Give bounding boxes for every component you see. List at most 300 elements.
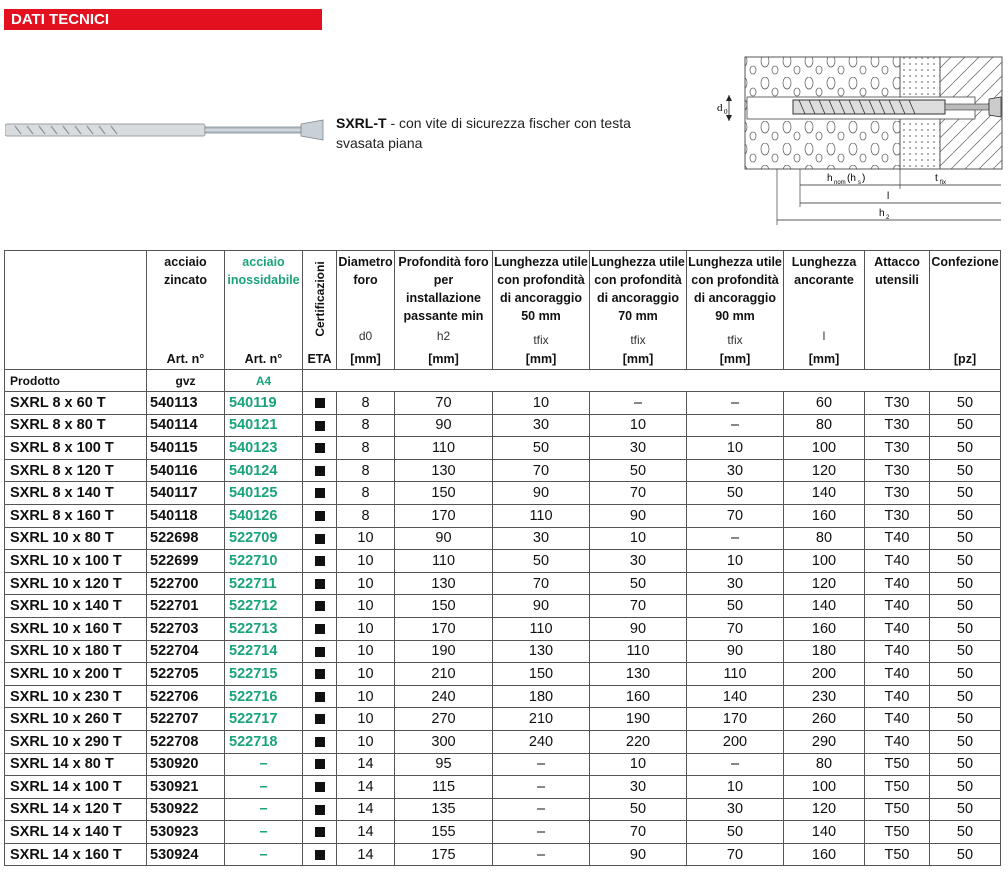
diameter-cell: 10 (337, 708, 395, 731)
zinc-article-cell: 522700 (147, 572, 225, 595)
tool-cell: T50 (865, 798, 930, 821)
diameter-cell: 10 (337, 572, 395, 595)
pack-cell: 50 (930, 843, 1001, 866)
header-tfix-90-symbol: tfix (727, 333, 743, 347)
header-tfix-50-line3: di ancoraggio (500, 291, 582, 305)
tool-cell: T30 (865, 392, 930, 415)
header-tfix-50-unit: [mm] (525, 352, 557, 366)
eta-square-icon (315, 579, 325, 589)
tfix-70-cell: 90 (590, 617, 687, 640)
depth-cell: 170 (395, 617, 493, 640)
zinc-article-cell: 522704 (147, 640, 225, 663)
subheader-zinc: gvz (147, 370, 225, 392)
zinc-article-cell: 540118 (147, 504, 225, 527)
header-tfix-70-symbol: tfix (630, 333, 646, 347)
eta-certification-cell (303, 527, 337, 550)
tfix-70-cell: 70 (590, 482, 687, 505)
pack-cell: 50 (930, 414, 1001, 437)
pack-cell: 50 (930, 437, 1001, 460)
eta-square-icon (315, 534, 325, 544)
diameter-cell: 8 (337, 504, 395, 527)
svg-text:): ) (862, 173, 866, 184)
tfix-90-cell: 30 (687, 459, 784, 482)
header-zinc-line1: acciaio (164, 255, 207, 269)
eta-square-icon (315, 443, 325, 453)
anchor-length-cell: 100 (784, 776, 865, 799)
header-inox-unit: Art. n° (244, 352, 283, 366)
product-name-cell: SXRL 10 x 80 T (5, 527, 147, 550)
zinc-article-cell: 522707 (147, 708, 225, 731)
depth-cell: 240 (395, 685, 493, 708)
tfix-50-cell: 180 (493, 685, 590, 708)
zinc-article-cell: 540115 (147, 437, 225, 460)
zinc-article-cell: 540114 (147, 414, 225, 437)
tfix-50-cell: 240 (493, 730, 590, 753)
table-row (5, 640, 1001, 663)
eta-square-icon (315, 601, 325, 611)
tfix-70-cell: 50 (590, 459, 687, 482)
header-anchor-length-symbol: l (822, 329, 826, 343)
tfix-50-cell: 30 (493, 527, 590, 550)
header-tfix-90-line2: con profondità (691, 273, 779, 287)
pack-cell: 50 (930, 392, 1001, 415)
header-tfix-90-line4: 90 mm (715, 309, 755, 323)
diameter-cell: 8 (337, 392, 395, 415)
eta-certification-cell (303, 821, 337, 844)
pack-cell: 50 (930, 663, 1001, 686)
anchor-length-cell: 60 (784, 392, 865, 415)
eta-square-icon (315, 850, 325, 860)
inox-article-cell: 522716 (225, 685, 303, 708)
svg-text:nom: nom (834, 180, 846, 186)
product-name-cell: SXRL 10 x 100 T (5, 550, 147, 573)
tool-cell: T30 (865, 414, 930, 437)
header-tfix-90-line1: Lunghezza utile (688, 255, 782, 269)
depth-cell: 190 (395, 640, 493, 663)
diameter-cell: 10 (337, 595, 395, 618)
table-row (5, 414, 1001, 437)
eta-certification-cell (303, 753, 337, 776)
depth-cell: 110 (395, 437, 493, 460)
eta-square-icon (315, 669, 325, 679)
depth-cell: 135 (395, 798, 493, 821)
eta-square-icon (315, 398, 325, 408)
header-diameter (337, 251, 395, 370)
header-diameter-unit: [mm] (350, 352, 381, 366)
inox-article-cell: 540121 (225, 414, 303, 437)
header-depth-unit: [mm] (428, 352, 459, 366)
tfix-50-cell: – (493, 843, 590, 866)
diameter-cell: 8 (337, 437, 395, 460)
svg-text:l: l (887, 191, 890, 202)
table-row (5, 663, 1001, 686)
diameter-cell: 14 (337, 753, 395, 776)
tfix-50-cell: 150 (493, 663, 590, 686)
anchor-length-cell: 120 (784, 459, 865, 482)
tfix-90-cell: – (687, 392, 784, 415)
anchor-length-cell: 160 (784, 504, 865, 527)
header-tfix-50 (493, 251, 590, 370)
tool-cell: T40 (865, 708, 930, 731)
zinc-article-cell: 540113 (147, 392, 225, 415)
tfix-70-cell: – (590, 392, 687, 415)
depth-cell: 170 (395, 504, 493, 527)
diameter-cell: 14 (337, 798, 395, 821)
zinc-article-cell: 530922 (147, 798, 225, 821)
tfix-70-cell: 30 (590, 550, 687, 573)
eta-square-icon (315, 624, 325, 634)
table-row (5, 482, 1001, 505)
table-row (5, 459, 1001, 482)
pack-cell: 50 (930, 527, 1001, 550)
header-tfix-90-unit: [mm] (719, 352, 751, 366)
header-zinc-unit: Art. n° (166, 352, 205, 366)
anchor-length-cell: 140 (784, 482, 865, 505)
zinc-article-cell: 530924 (147, 843, 225, 866)
pack-cell: 50 (930, 776, 1001, 799)
anchor-length-cell: 100 (784, 550, 865, 573)
table-row (5, 550, 1001, 573)
eta-certification-cell (303, 437, 337, 460)
depth-cell: 270 (395, 708, 493, 731)
inox-article-cell: 540119 (225, 392, 303, 415)
depth-cell: 70 (395, 392, 493, 415)
header-depth-line2: per installazione (405, 273, 482, 305)
eta-certification-cell (303, 504, 337, 527)
zinc-article-cell: 530923 (147, 821, 225, 844)
zinc-article-cell: 540117 (147, 482, 225, 505)
tfix-70-cell: 160 (590, 685, 687, 708)
table-row (5, 685, 1001, 708)
depth-cell: 115 (395, 776, 493, 799)
subheader-empty (303, 370, 1001, 392)
tfix-50-cell: – (493, 821, 590, 844)
tfix-90-cell: – (687, 527, 784, 550)
header-zinc (147, 251, 225, 370)
depth-cell: 150 (395, 595, 493, 618)
svg-text:s: s (858, 180, 861, 186)
inox-article-cell: 540126 (225, 504, 303, 527)
eta-square-icon (315, 782, 325, 792)
tfix-50-cell: 30 (493, 414, 590, 437)
tfix-50-cell: 50 (493, 437, 590, 460)
tool-cell: T50 (865, 843, 930, 866)
product-name-cell: SXRL 14 x 140 T (5, 821, 147, 844)
pack-cell: 50 (930, 685, 1001, 708)
product-description-text: con vite di sicurezza fischer con testa svasata piana (336, 115, 631, 151)
eta-square-icon (315, 488, 325, 498)
anchor-length-cell: 80 (784, 753, 865, 776)
svg-text:h: h (827, 173, 833, 184)
tfix-90-cell: 90 (687, 640, 784, 663)
inox-article-cell: 522714 (225, 640, 303, 663)
tool-cell: T40 (865, 527, 930, 550)
eta-certification-cell (303, 798, 337, 821)
table-body (5, 392, 1001, 866)
zinc-article-cell: 530921 (147, 776, 225, 799)
eta-certification-cell (303, 414, 337, 437)
table-row (5, 392, 1001, 415)
tfix-50-cell: 110 (493, 617, 590, 640)
svg-text:fix: fix (940, 180, 946, 186)
product-name-cell: SXRL 8 x 80 T (5, 414, 147, 437)
table-row (5, 617, 1001, 640)
pack-cell: 50 (930, 550, 1001, 573)
header-product (5, 251, 147, 370)
header-tfix-70-unit: [mm] (622, 352, 654, 366)
pack-cell: 50 (930, 572, 1001, 595)
anchor-length-cell: 140 (784, 595, 865, 618)
tfix-90-cell: 70 (687, 843, 784, 866)
product-name-cell: SXRL 10 x 230 T (5, 685, 147, 708)
product-name-cell: SXRL 8 x 160 T (5, 504, 147, 527)
tfix-90-cell: 30 (687, 572, 784, 595)
tfix-70-cell: 10 (590, 414, 687, 437)
product-description (336, 113, 656, 153)
pack-cell: 50 (930, 504, 1001, 527)
inox-article-cell: – (225, 821, 303, 844)
tfix-50-cell: 10 (493, 392, 590, 415)
header-tfix-50-line2: con profondità (497, 273, 585, 287)
header-inox (225, 251, 303, 370)
header-anchor-length (784, 251, 865, 370)
table-row (5, 527, 1001, 550)
anchor-length-cell: 100 (784, 437, 865, 460)
zinc-article-cell: 522708 (147, 730, 225, 753)
header-tfix-70-line4: 70 mm (618, 309, 658, 323)
eta-certification-cell (303, 730, 337, 753)
diameter-cell: 8 (337, 414, 395, 437)
inox-article-cell: – (225, 753, 303, 776)
tfix-70-cell: 190 (590, 708, 687, 731)
depth-cell: 155 (395, 821, 493, 844)
pack-cell: 50 (930, 459, 1001, 482)
product-name-cell: SXRL 14 x 120 T (5, 798, 147, 821)
product-name-cell: SXRL 8 x 120 T (5, 459, 147, 482)
header-pack (930, 251, 1001, 370)
table-row (5, 595, 1001, 618)
diameter-cell: 10 (337, 617, 395, 640)
tfix-90-cell: 50 (687, 482, 784, 505)
zinc-article-cell: 522703 (147, 617, 225, 640)
table-header-row (5, 251, 1001, 370)
product-name-cell: SXRL 10 x 200 T (5, 663, 147, 686)
depth-cell: 110 (395, 550, 493, 573)
tfix-90-cell: 140 (687, 685, 784, 708)
eta-certification-cell (303, 617, 337, 640)
pack-cell: 50 (930, 730, 1001, 753)
tfix-70-cell: 70 (590, 821, 687, 844)
tfix-90-cell: 10 (687, 550, 784, 573)
diameter-cell: 10 (337, 640, 395, 663)
tfix-50-cell: – (493, 776, 590, 799)
header-inox-line1: acciaio (242, 255, 285, 269)
header-pack-unit: [pz] (953, 352, 977, 366)
anchor-product-image (5, 118, 327, 142)
depth-cell: 130 (395, 572, 493, 595)
product-name: SXRL-T (336, 115, 387, 131)
pack-cell: 50 (930, 640, 1001, 663)
tool-cell: T40 (865, 640, 930, 663)
inox-article-cell: 522715 (225, 663, 303, 686)
svg-text:(h: (h (847, 173, 856, 184)
eta-square-icon (315, 737, 325, 747)
inox-article-cell: 522718 (225, 730, 303, 753)
tfix-90-cell: 200 (687, 730, 784, 753)
tfix-90-cell: – (687, 753, 784, 776)
product-name-cell: SXRL 10 x 160 T (5, 617, 147, 640)
anchor-length-cell: 160 (784, 843, 865, 866)
table-row (5, 776, 1001, 799)
tfix-70-cell: 50 (590, 572, 687, 595)
tfix-90-cell: 50 (687, 821, 784, 844)
inox-article-cell: 540123 (225, 437, 303, 460)
tfix-70-cell: 130 (590, 663, 687, 686)
eta-certification-cell (303, 663, 337, 686)
eta-square-icon (315, 647, 325, 657)
header-tool-line1: Attacco (874, 255, 920, 269)
header-tfix-50-line4: 50 mm (521, 309, 561, 323)
anchor-length-cell: 120 (784, 798, 865, 821)
tool-cell: T40 (865, 663, 930, 686)
pack-cell: 50 (930, 753, 1001, 776)
svg-text:h: h (879, 208, 885, 219)
tfix-70-cell: 30 (590, 437, 687, 460)
tfix-90-cell: 70 (687, 617, 784, 640)
product-name-cell: SXRL 14 x 160 T (5, 843, 147, 866)
table-subheader-row (5, 370, 1001, 392)
tool-cell: T50 (865, 821, 930, 844)
inox-article-cell: 522717 (225, 708, 303, 731)
eta-square-icon (315, 714, 325, 724)
header-depth-line1: Profondità foro (398, 255, 489, 269)
header-tfix-90 (687, 251, 784, 370)
product-name-cell: SXRL 8 x 60 T (5, 392, 147, 415)
tfix-50-cell: 130 (493, 640, 590, 663)
diameter-cell: 10 (337, 663, 395, 686)
svg-text:t: t (935, 173, 938, 184)
anchor-length-cell: 180 (784, 640, 865, 663)
header-tfix-70 (590, 251, 687, 370)
inox-article-cell: 522710 (225, 550, 303, 573)
tfix-50-cell: 110 (493, 504, 590, 527)
product-separator: - (386, 115, 400, 131)
tool-cell: T30 (865, 482, 930, 505)
tool-cell: T40 (865, 550, 930, 573)
technical-data-table (4, 250, 1001, 866)
header-anchor-length-line2: ancorante (794, 273, 854, 287)
depth-cell: 210 (395, 663, 493, 686)
tfix-70-cell: 10 (590, 527, 687, 550)
depth-cell: 300 (395, 730, 493, 753)
eta-certification-cell (303, 640, 337, 663)
tool-cell: T50 (865, 753, 930, 776)
zinc-article-cell: 522701 (147, 595, 225, 618)
anchor-length-cell: 200 (784, 663, 865, 686)
eta-square-icon (315, 692, 325, 702)
tfix-50-cell: – (493, 753, 590, 776)
product-name-cell: SXRL 10 x 120 T (5, 572, 147, 595)
anchor-length-cell: 160 (784, 617, 865, 640)
tfix-70-cell: 90 (590, 504, 687, 527)
tfix-90-cell: 170 (687, 708, 784, 731)
tfix-90-cell: – (687, 414, 784, 437)
tool-cell: T30 (865, 437, 930, 460)
zinc-article-cell: 522705 (147, 663, 225, 686)
tfix-90-cell: 10 (687, 776, 784, 799)
tfix-70-cell: 30 (590, 776, 687, 799)
pack-cell: 50 (930, 821, 1001, 844)
eta-square-icon (315, 827, 325, 837)
product-name-cell: SXRL 14 x 100 T (5, 776, 147, 799)
header-cert (303, 251, 337, 370)
depth-cell: 130 (395, 459, 493, 482)
header-pack-line1: Confezione (931, 255, 999, 269)
zinc-article-cell: 522699 (147, 550, 225, 573)
diameter-cell: 14 (337, 821, 395, 844)
anchor-length-cell: 120 (784, 572, 865, 595)
pack-cell: 50 (930, 482, 1001, 505)
anchor-length-cell: 80 (784, 527, 865, 550)
tool-cell: T50 (865, 776, 930, 799)
eta-certification-cell (303, 482, 337, 505)
tool-cell: T40 (865, 617, 930, 640)
anchor-length-cell: 290 (784, 730, 865, 753)
subheader-inox: A4 (225, 370, 303, 392)
header-zinc-line2: zincato (163, 273, 208, 287)
eta-certification-cell (303, 708, 337, 731)
svg-text:0: 0 (724, 108, 728, 116)
pack-cell: 50 (930, 798, 1001, 821)
tool-cell: T40 (865, 595, 930, 618)
inox-article-cell: 540125 (225, 482, 303, 505)
tfix-90-cell: 30 (687, 798, 784, 821)
tfix-70-cell: 110 (590, 640, 687, 663)
tool-cell: T30 (865, 504, 930, 527)
header-anchor-length-unit: [mm] (808, 352, 840, 366)
header-tool-line2: utensili (875, 273, 919, 287)
tfix-50-cell: 210 (493, 708, 590, 731)
eta-certification-cell (303, 776, 337, 799)
subheader-product: Prodotto (5, 370, 147, 392)
tfix-90-cell: 50 (687, 595, 784, 618)
svg-text:d: d (717, 102, 723, 114)
product-name-cell: SXRL 10 x 290 T (5, 730, 147, 753)
diameter-cell: 10 (337, 685, 395, 708)
table-row (5, 821, 1001, 844)
diameter-cell: 14 (337, 776, 395, 799)
diameter-cell: 8 (337, 482, 395, 505)
header-tfix-70-line1: Lunghezza utile (591, 255, 685, 269)
anchor-length-cell: 230 (784, 685, 865, 708)
eta-certification-cell (303, 685, 337, 708)
depth-cell: 90 (395, 527, 493, 550)
header-tool (865, 251, 930, 370)
tool-cell: T40 (865, 572, 930, 595)
depth-cell: 175 (395, 843, 493, 866)
eta-square-icon (315, 421, 325, 431)
eta-certification-cell (303, 392, 337, 415)
tfix-90-cell: 110 (687, 663, 784, 686)
tfix-50-cell: 50 (493, 550, 590, 573)
zinc-article-cell: 522698 (147, 527, 225, 550)
header-tfix-70-line3: di ancoraggio (597, 291, 679, 305)
inox-article-cell: 522713 (225, 617, 303, 640)
header-tfix-50-line1: Lunghezza utile (494, 255, 588, 269)
tool-cell: T40 (865, 685, 930, 708)
inox-article-cell: – (225, 843, 303, 866)
eta-certification-cell (303, 459, 337, 482)
